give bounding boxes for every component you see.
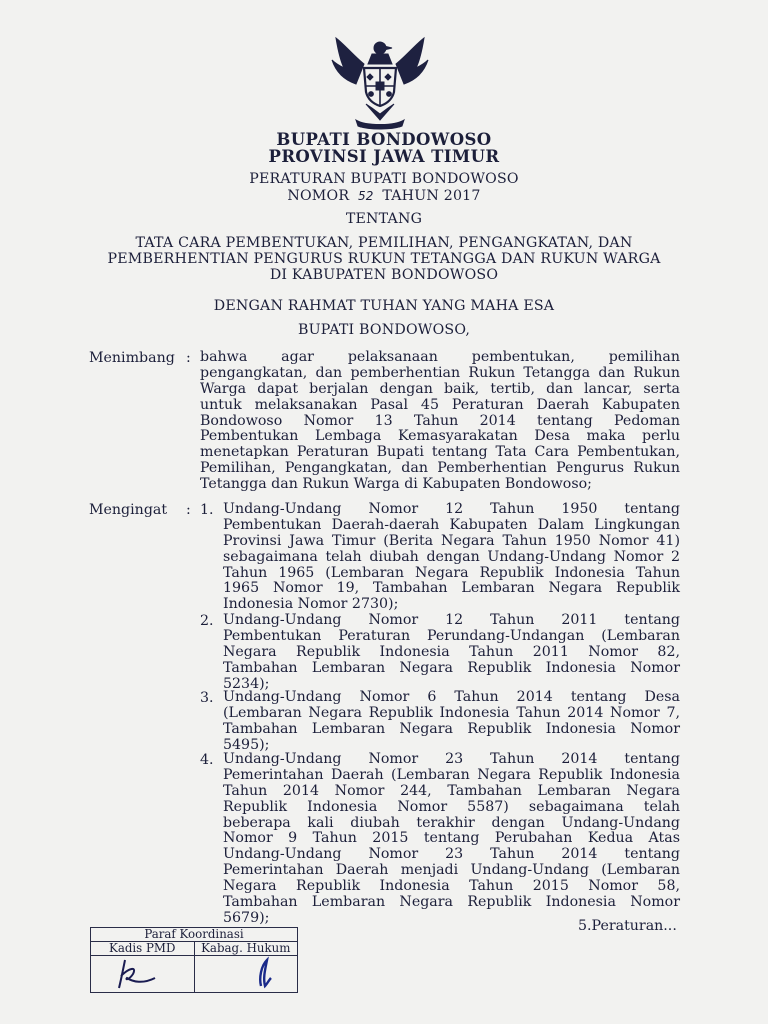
mengingat-item-1 xyxy=(223,502,680,613)
menimbang-line: untuk melaksanakan Pasal 45 Peraturan Daerah Kabupaten xyxy=(200,396,680,413)
mengingat-line: Undang-Undang Nomor 6 Tahun 2014 tentang Desa xyxy=(223,689,680,705)
mengingat-line: Nomor 9 Tahun 2015 tentang Perubahan Kedua Atas xyxy=(223,830,680,847)
menimbang-label: Menimbang xyxy=(89,350,175,366)
menimbang-colon: : xyxy=(186,350,191,366)
menimbang-line: Pemilihan, Pengangkatan, dan Pemberhentian Pengurus Rukun xyxy=(200,460,680,477)
mengingat-line: 5679); xyxy=(223,909,270,926)
mengingat-line: Tambahan Lembaran Negara Republik Indonesia Nomor xyxy=(223,659,680,676)
paraf-signature-cell-1 xyxy=(91,956,195,992)
menimbang-line: Pembentukan Lembaga Kemasyarakatan Desa maka perlu xyxy=(200,428,680,445)
menimbang-line: pengangkatan, dan pemberhentian Rukun Tetangga dan Rukun xyxy=(200,364,680,381)
opening-phrase: DENGAN RAHMAT TUHAN YANG MAHA ESA xyxy=(213,298,555,314)
mengingat-line: (Lembaran Negara Republik Indonesia Tahun 2014 Nomor 7, xyxy=(223,704,680,721)
regulation-type: PERATURAN BUPATI BONDOWOSO xyxy=(249,171,519,187)
menimbang-line: bahwa agar pelaksanaan pembentukan, pemilihan xyxy=(200,349,680,365)
subject-line-3: DI KABUPATEN BONDOWOSO xyxy=(269,267,499,283)
garuda-emblem-icon xyxy=(326,34,434,134)
mengingat-line: Negara Republik Indonesia Tahun 2011 Nomor 82, xyxy=(223,643,680,660)
regulation-number-value: 52 xyxy=(357,189,374,203)
mengingat-line: Undang-Undang Nomor 23 Tahun 2014 tentang xyxy=(223,846,680,863)
regulation-number-suffix: TAHUN 2017 xyxy=(382,188,481,204)
mengingat-line: 5234); xyxy=(223,675,270,692)
mengingat-line: Indonesia Nomor 2730); xyxy=(223,596,399,613)
mengingat-line: Pemerintahan Daerah menjadi Undang-Undang (Lembaran xyxy=(223,862,680,879)
mengingat-item-2-number: 2. xyxy=(200,613,214,629)
subject-line-2: PEMBERHENTIAN PENGURUS RUKUN TETANGGA DAN RUKUN WARGA xyxy=(107,251,661,267)
initial-signature-icon xyxy=(243,956,283,992)
mengingat-line: Republik Indonesia Nomor 5587) sebagaimana telah xyxy=(223,798,680,815)
paraf-signature-row xyxy=(91,956,297,992)
mengingat-line: Tahun 2014 Nomor 244, Tambahan Lembaran Negara xyxy=(223,782,680,799)
mengingat-line: Undang-Undang Nomor 12 Tahun 2011 tentang xyxy=(223,612,680,628)
mengingat-line: sebagaimana telah diubah dengan Undang-Undang Nomor 2 xyxy=(223,548,680,565)
mengingat-line: 5495); xyxy=(223,736,270,753)
mengingat-line: Provinsi Jawa Timur (Berita Negara Tahun 1950 Nomor 41) xyxy=(223,532,680,549)
mengingat-item-3-number: 3. xyxy=(200,690,214,706)
header-line-1: BUPATI BONDOWOSO xyxy=(276,130,492,149)
regulation-number xyxy=(0,188,768,204)
subject-line-1: TATA CARA PEMBENTUKAN, PEMILIHAN, PENGANGKATAN, DAN xyxy=(135,235,633,251)
mengingat-item-2 xyxy=(223,613,680,692)
mengingat-line: Undang-Undang Nomor 12 Tahun 1950 tentang xyxy=(223,501,680,517)
menimbang-line: menetapkan Peraturan Bupati tentang Tata Cara Pembentukan, xyxy=(200,444,680,461)
paraf-signature-cell-2 xyxy=(195,956,298,992)
menimbang-line: Bondowoso Nomor 13 Tahun 2014 tentang Pedoman xyxy=(200,412,680,429)
menimbang-line: Tetangga dan Rukun Warga di Kabupaten Bondowoso; xyxy=(200,476,592,493)
mengingat-line: Negara Republik Indonesia Tahun 2015 Nomor 58, xyxy=(223,878,680,895)
paraf-header-row xyxy=(91,942,297,956)
header-line-2: PROVINSI JAWA TIMUR xyxy=(268,147,500,166)
mengingat-line: 1965 Nomor 19, Tambahan Lembaran Negara Republik xyxy=(223,580,680,597)
paraf-col-kadis: Kadis PMD xyxy=(91,942,195,955)
mengingat-item-1-number: 1. xyxy=(200,502,214,518)
initial-signature-icon xyxy=(111,956,171,992)
mengingat-line: Pembentukan Peraturan Perundang-Undangan (Lembaran xyxy=(223,627,680,644)
authority-line: BUPATI BONDOWOSO, xyxy=(297,322,471,338)
paraf-koordinasi-table xyxy=(90,927,298,993)
menimbang-line: Warga dapat berjalan dengan baik, tertib, dan lancar, serta xyxy=(200,380,680,397)
paraf-title: Paraf Koordinasi xyxy=(91,928,297,942)
mengingat-item-4 xyxy=(223,752,680,927)
next-page-reference: 5.Peraturan... xyxy=(578,918,677,934)
mengingat-line: Undang-Undang Nomor 23 Tahun 2014 tentang xyxy=(223,751,680,767)
mengingat-colon: : xyxy=(186,502,191,518)
paraf-col-kabag: Kabag. Hukum xyxy=(201,941,291,955)
regulation-number-prefix: NOMOR xyxy=(287,188,350,204)
mengingat-line: Tahun 1965 (Lembaran Negara Republik Indonesia Tahun xyxy=(223,564,680,581)
mengingat-line: Tambahan Lembaran Negara Republik Indonesia Nomor xyxy=(223,894,680,911)
mengingat-line: beberapa kali diubah terakhir dengan Undang-Undang xyxy=(223,814,680,831)
tentang-label: TENTANG xyxy=(345,211,423,227)
mengingat-line: Pemerintahan Daerah (Lembaran Negara Republik Indonesia xyxy=(223,766,680,783)
mengingat-line: Tambahan Lembaran Negara Republik Indonesia Nomor xyxy=(223,720,680,737)
mengingat-item-4-number: 4. xyxy=(200,752,214,768)
mengingat-label: Mengingat xyxy=(89,502,168,518)
mengingat-line: Pembentukan Daerah-daerah Kabupaten Dalam Lingkungan xyxy=(223,516,680,533)
menimbang-text xyxy=(200,350,680,493)
mengingat-item-3 xyxy=(223,690,680,754)
